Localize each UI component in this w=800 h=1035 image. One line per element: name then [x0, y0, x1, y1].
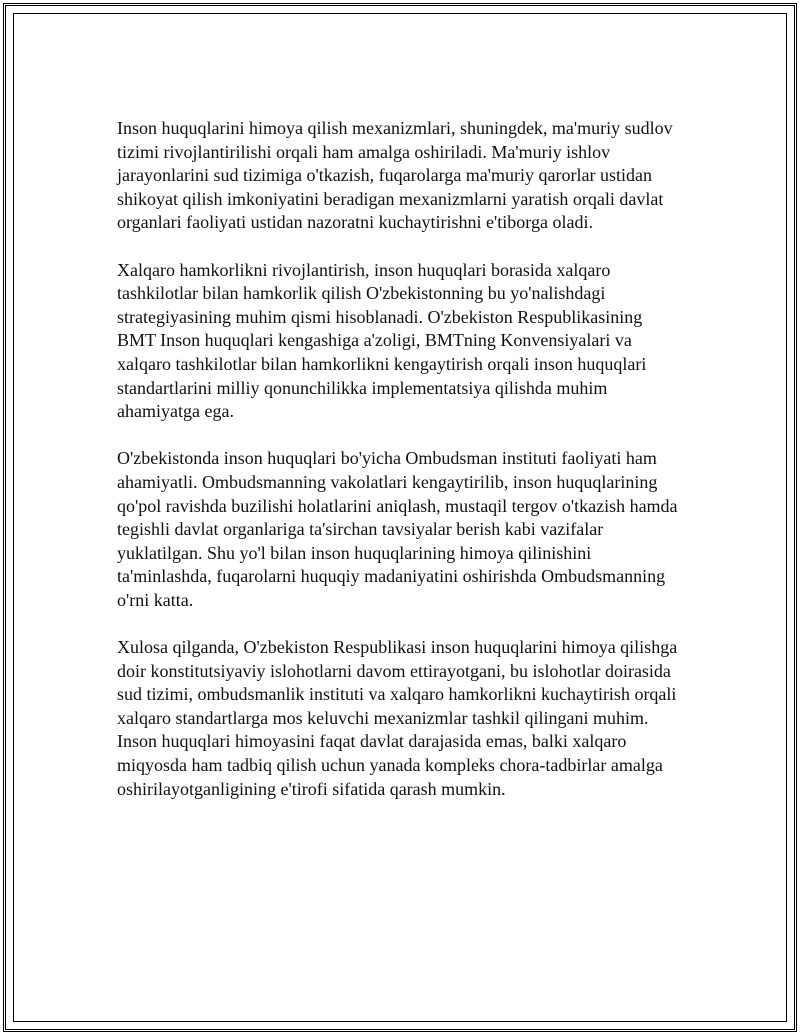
paragraph-administrative-courts: Inson huquqlarini himoya qilish mexanizmlari, shuningdek, ma'muriy sudlov tizimi rivojlantirilishi orqali ham amalga oshiriladi. Ma'muriy ishlov jarayonlarini sud tizimiga o'tkazish, fuqarolarga ma'muriy qarorlar ustidan shikoyat qilish imkoniyatini beradigan mexanizmlarni yaratish orqali davlat organlari faoliyati ustidan nazoratni kuchaytirishni e'tiborga oladi. — [117, 118, 673, 233]
paragraph-conclusion: Xulosa qilganda, O'zbekiston Respublikasi inson huquqlarini himoya qilishga doir konstitutsiyaviy islohotlarni davom ettirayotgani, bu islohotlar doirasida sud tizimi, ombudsmanlik instituti va xalqaro hamkorlikni kuchaytirish orqali xalqaro standartlarga mos keluvchi mexanizmlar tashkil qilingani muhim. Inson huquqlari himoyasini faqat davlat darajasida emas, balki xalqaro miqyosda ham tadbiq qilish uchun yanada kompleks chora-tadbirlar amalga oshirilayotganligining e'tirofi sifatida qarash mumkin. — [117, 637, 678, 799]
paragraph-international-cooperation: Xalqaro hamkorlikni rivojlantirish, inson huquqlari borasida xalqaro tashkilotlar bilan hamkorlik qilish O'zbekistonning bu yo'nalishdagi strategiyasining muhim qismi hisoblanadi. O'zbekiston Respublikasining BMT Inson huquqlari kengashiga a'zoligi, BMTning Konvensiyalari va xalqaro tashkilotlar bilan hamkorlikni kengaytirish orqali inson huquqlari standartlarini milliy qonunchilikka implementatsiya qilishda muhim ahamiyatga ega. — [117, 259, 647, 422]
document-body — [117, 117, 682, 825]
paragraph-ombudsman: O'zbekistonda inson huquqlari bo'yicha Ombudsman instituti faoliyati ham ahamiyatli. Ombudsmanning vakolatlari kengaytirilib, inson huquqlarining qo'pol ravishda buzilishi holatlarini aniqlash, mustaqil tergov o'tkazish hamda tegishli davlat organlariga ta'sirchan tavsiyalar berish kabi vazifalar yuklatilgan. Shu yo'l bilan inson huquqlarining himoya qilinishini ta'minlashda, fuqarolarni huquqiy madaniyatini oshirishda Ombudsmanning o'rni katta. — [117, 448, 678, 610]
